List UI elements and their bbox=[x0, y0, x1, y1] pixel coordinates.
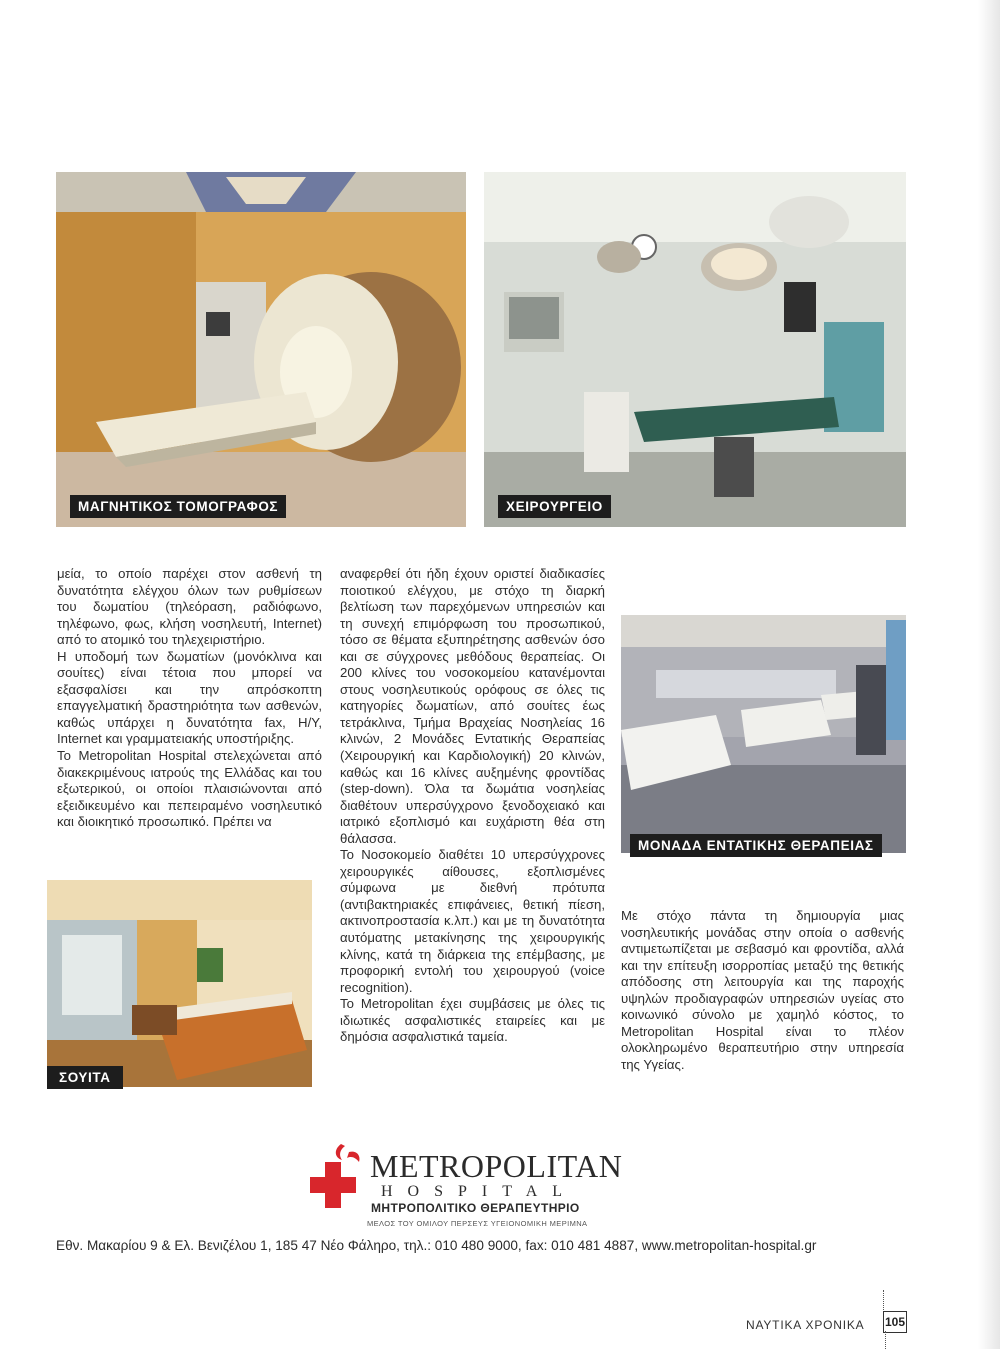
magazine-name: ΝΑΥΤΙΚΑ ΧΡΟΝΙΚΑ bbox=[746, 1318, 865, 1332]
text-column-3 bbox=[621, 908, 904, 1073]
contact-address: Εθν. Μακαρίου 9 & Ελ. Βενιζέλου 1, 185 47 Νέο Φάληρο, τηλ.: 010 480 9000, fax: 010 481 4887, www.metropolitan-hospital.gr bbox=[56, 1238, 817, 1253]
column2-paragraph-2: Το Νοσοκομείο διαθέτει 10 υπερσύγχρονες χειρουργικές αίθουσες, εξοπλισμένες σύμφωνα με διεθνή πρότυπα (αντιβακτηριακές επιφάνειες, θετική πίεση, ακτινοπροστασία κ.λπ.) και με τη δυνατότητα αυτόματης μετακίνησης της χειρουργικής κλίνης, κατά τη διάρκεια της επέμβασης, με προφορική εντολή του χειρουργού (voice recognition). bbox=[340, 847, 605, 995]
mri-caption: ΜΑΓΝΗΤΙΚΟΣ ΤΟΜΟΓΡΑΦΟΣ bbox=[70, 495, 286, 518]
suite-caption: ΣΟΥΙΤΑ bbox=[47, 1066, 123, 1089]
logo-name: METROPOLITAN bbox=[370, 1148, 623, 1184]
operating-room-photo bbox=[484, 172, 906, 527]
column1-paragraph-3: Το Metropolitan Hospital στελεχώνεται από διακεκριμένους ιατρούς της Ελλάδας και του εξωτερικού, οι οποίοι πλαισιώνονται από εξειδικευμένο και πεπειραμένο νοσηλευτικό και διοικητικό προσωπικό. Πρέπει να bbox=[57, 748, 322, 830]
text-column-2 bbox=[340, 566, 605, 1046]
suite-photo bbox=[47, 880, 312, 1087]
metropolitan-hospital-logo bbox=[305, 1140, 623, 1232]
footer-divider-top bbox=[883, 1290, 884, 1310]
icu-photo bbox=[621, 615, 906, 853]
page-edge-shadow bbox=[978, 0, 1000, 1349]
icu-caption: ΜΟΝΑΔΑ ΕΝΤΑΤΙΚΗΣ ΘΕΡΑΠΕΙΑΣ bbox=[630, 834, 882, 857]
page-number: 105 bbox=[883, 1311, 907, 1333]
column2-paragraph-1: αναφερθεί ότι ήδη έχουν οριστεί διαδικασίες ποιοτικού ελέγχου, με στόχο τη διαρκή βελτίωση των παρεχόμενων υπηρεσιών και τη συνεχή επιμόρφωση του προσωπικού, τόσο σε θέματα εξυπηρέτησης ασθενών όσο και σε σύγχρονες μεθόδους θεραπείας. Οι 200 κλίνες του νοσοκομείου κατανέμονται στους νοσηλευτικούς ορόφους σε όλες τις κατηγορίες δωματίων, από σουίτες έως τετράκλινα, Τμήμα Βραχείας Νοσηλείας 16 κλινών, 2 Μονάδες Εντατικής Θεραπείας (Χειρουργική και Καρδιολογική) 20 κλινών, καθώς και 16 κλίνες αυξημένης φροντίδας (step-down). Όλα τα δωμάτια νοσηλείας διαθέτουν υπερσύγχρονο ξενοδοχειακό και ιατρικό εξοπλισμό και ευχάριστη θέα στη θάλασσα. bbox=[340, 566, 605, 846]
logo-greek-name: ΜΗΤΡΟΠΟΛΙΤΙΚΟ ΘΕΡΑΠΕΥΤΗΡΙΟ bbox=[371, 1201, 580, 1215]
column1-paragraph-2: Η υποδομή των δωματίων (μονόκλινα και σουίτες) είναι τέτοια που μπορεί να εξασφαλίσει και την απρόσκοπτη επαγγελματική δραστηριότητα των ασθενών, καθώς υπάρχει η δυνατότητα fax, H/Y, Internet και γραμματειακής υποστήριξης. bbox=[57, 648, 322, 747]
logo-tagline: ΜΕΛΟΣ ΤΟΥ ΟΜΙΛΟΥ ΠΕΡΣΕΥΣ ΥΓΕΙΟΝΟΜΙΚΗ ΜΕΡΙΜΝΑ bbox=[367, 1219, 588, 1228]
mri-photo bbox=[56, 172, 466, 527]
logo-subtitle: HOSPITAL bbox=[381, 1183, 578, 1200]
column3-paragraph-1: Με στόχο πάντα τη δημιουργία μιας νοσηλευτικής μονάδας στην οποία ο ασθενής αντιμετωπίζεται με σεβασμό και φροντίδα, αλλά και την επίτευξη ισορροπίας μεταξύ της θετικής απόδοσης στη λειτουργία και της παροχής υψηλών προδιαγραφών υπηρεσιών υγείας στο κοινωνικό σύνολο με χαμηλό κόστος, το Metropolitan Hospital είναι το πλέον ολοκληρωμένο θεραπευτήριο στην υπηρεσία της Υγείας. bbox=[621, 908, 904, 1072]
column1-paragraph-1: μεία, το οποίο παρέχει στον ασθενή τη δυνατότητα ελέγχου όλων των ρυθμίσεων του δωματίου (τηλεόραση, ραδιόφωνο, τηλέφωνο, φως, κλήση νοσηλευτή, Internet) από το ατομικό του τηλεχειριστήριο. bbox=[57, 566, 322, 648]
footer-divider-bottom bbox=[885, 1331, 886, 1349]
column2-paragraph-3: Το Metropolitan έχει συμβάσεις με όλες τις ιδιωτικές ασφαλιστικές εταιρείες και με δημόσια ασφαλιστικά ταμεία. bbox=[340, 996, 605, 1045]
operating-room-caption: ΧΕΙΡΟΥΡΓΕΙΟ bbox=[498, 495, 611, 518]
red-cross-icon bbox=[305, 1142, 367, 1212]
text-column-1 bbox=[57, 566, 322, 831]
